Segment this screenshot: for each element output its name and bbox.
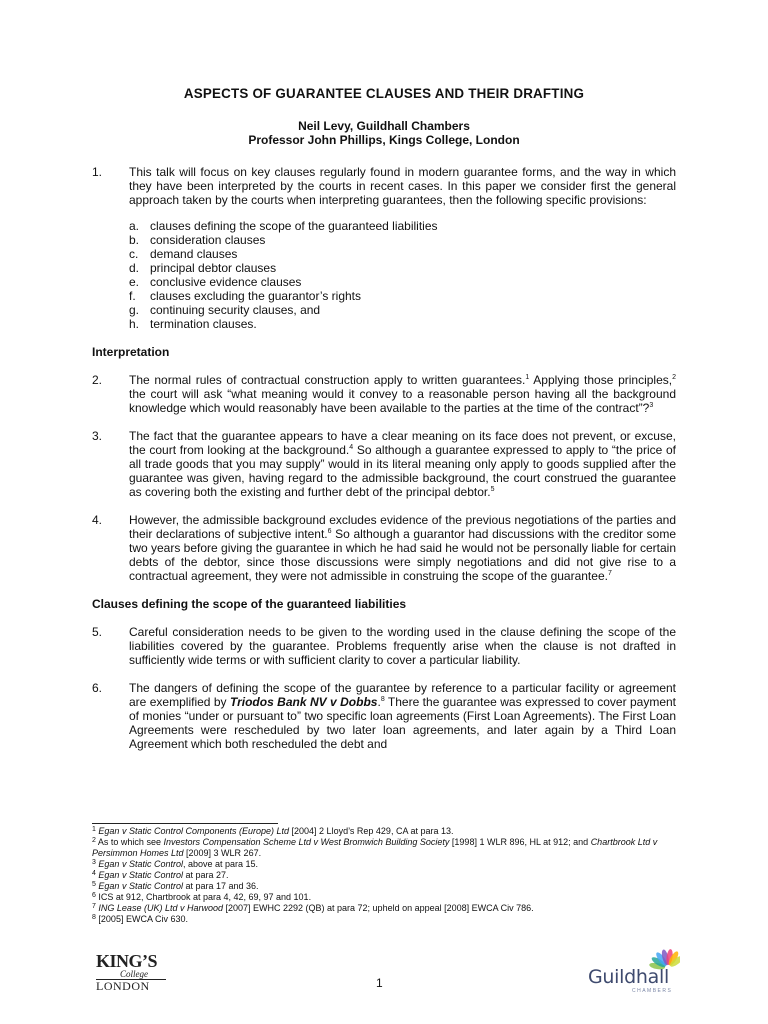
paragraph-number: 3.	[92, 429, 103, 443]
paragraph-text: The normal rules of contractual construction apply to written guarantees.$^1$ Applying those principles,$^2$ the court will ask “what meaning would it convey to a reasonable person having all the background knowledge which would reasonably have been available to the parties at the time of the contract”?$^3$	[129, 373, 676, 415]
footnote-8: $^8$ [2005] EWCA Civ 630.	[92, 914, 188, 924]
footnote-7: $^7$ ING Lease (UK) Ltd v Harwood [2007] EWHC 2292 (QB) at para 72; upheld on appeal [2008] EWCA Civ 786.	[92, 903, 534, 913]
paragraph-number: 2.	[92, 373, 103, 387]
list-item: c. demand clauses	[129, 247, 238, 261]
paragraph-6	[92, 681, 676, 751]
paragraph-number: 6.	[92, 681, 103, 695]
footnote-3: $^3$ Egan v Static Control, above at para 15.	[92, 859, 259, 869]
paragraph-text: The fact that the guarantee appears to have a clear meaning on its face does not prevent, or excuse, the court from looking at the background.$^4$ So although a guarantee expressed to apply to “the price of all trade goods that you may supply” would in its literal meaning only apply to goods supplied after the guarantee was given, having regard to the admissible background, the court construed the guarantee as covering both the existing and further debt of the principal debtor.$^5$	[129, 429, 676, 499]
list-item: b. consideration clauses	[129, 233, 266, 247]
paragraph-number: 5.	[92, 625, 103, 639]
paragraph-text: This talk will focus on key clauses regularly found in modern guarantee forms, and the way in which they have been interpreted by the courts in recent cases. In this paper we consider first the general approach taken by the courts when interpreting guarantees, then the following specific provisions:	[129, 165, 676, 207]
footnote-4: $^4$ Egan v Static Control at para 27.	[92, 870, 229, 880]
paragraph-text: The dangers of defining the scope of the guarantee by reference to a particular facility or agreement are exemplified by Triodos Bank NV v Dobbs.$^8$ There the guarantee was expressed to cover payment of monies “under or pursuant to” two specific loan agreements (First Loan Agreements). The First Loan Agreements were rescheduled by two later loan agreements, and later again by a Third Loan Agreement which both rescheduled the debt and	[129, 681, 677, 751]
author-1: Neil Levy, Guildhall Chambers	[298, 119, 470, 133]
paragraph-5	[92, 625, 676, 667]
footnote-1: $^1$ Egan v Static Control Components (Europe) Ltd [2004] 2 Lloyd’s Rep 429, CA at para 13.	[92, 826, 454, 836]
footnotes	[92, 826, 676, 925]
authors-block	[92, 119, 676, 147]
paragraph-4	[92, 513, 676, 583]
footnote-ref[interactable]: 3	[649, 402, 654, 409]
list-item: h. termination clauses.	[129, 317, 257, 331]
list-item: d. principal debtor clauses	[129, 261, 277, 275]
author-2: Professor John Phillips, Kings College, London	[248, 133, 520, 147]
case-name: Triodos Bank NV v Dobbs	[229, 695, 378, 709]
paragraph-number: 4.	[92, 513, 103, 527]
document-title: ASPECTS OF GUARANTEE CLAUSES AND THEIR DRAFTING	[183, 86, 585, 101]
footnote-ref[interactable]: 4	[349, 444, 354, 451]
section-heading-scope: Clauses defining the scope of the guaranteed liabilities	[92, 597, 407, 611]
footnote-ref[interactable]: 6	[327, 528, 332, 535]
paragraph-3	[92, 429, 676, 499]
footnote-2: $^2$ As to which see Investors Compensation Scheme Ltd v West Bromwich Building Society [1998] 1 WLR 896, HL at 912; and Chartbrook Ltd v Persimmon Homes Ltd [2009] 3 WLR 267.	[92, 837, 658, 858]
provisions-list	[129, 219, 676, 331]
paragraph-text: However, the admissible background excludes evidence of the previous negotiations of the parties and their declarations of subjective intent.$^6$ So although a guarantor had discussions with the creditor some two years before giving the guarantee in which he had said he would not be personally liable for certain debts of the debtor, since those discussions were simply negotiations and did not give rise to a contractual agreement, they were not admissible in construing the scope of the guarantee.$^7$	[129, 513, 677, 583]
footnote-ref[interactable]: 2	[672, 374, 676, 381]
footnote-ref[interactable]: 8	[380, 696, 385, 703]
section-heading-interpretation: Interpretation	[92, 345, 170, 359]
list-item: e. conclusive evidence clauses	[129, 275, 302, 289]
footnote-ref[interactable]: 7	[607, 570, 612, 577]
list-item: g. continuing security clauses, and	[129, 303, 321, 317]
paragraph-number: 1.	[92, 165, 103, 179]
paragraph-text: Careful consideration needs to be given to the wording used in the clause defining the scope of the liabilities covered by the guarantee. Problems frequently arise when the clause is not drafted in sufficiently wide terms or with sufficient clarity to cover a particular liability.	[129, 625, 676, 667]
footnote-5: $^5$ Egan v Static Control at para 17 and 36.	[92, 881, 259, 891]
list-item: a. clauses defining the scope of the guaranteed liabilities	[129, 219, 438, 233]
paragraph-1	[92, 165, 676, 331]
footnote-ref[interactable]: 1	[525, 374, 530, 381]
document-body	[92, 86, 676, 765]
page-number: 1	[376, 976, 383, 990]
footnote-divider	[92, 823, 278, 824]
kings-college-logo: KING’S College LONDON	[96, 952, 166, 988]
footnote-6: $^6$ ICS at 912, Chartbrook at para 4, 42, 69, 97 and 101.	[92, 892, 312, 902]
list-item: f. clauses excluding the guarantor’s rights	[129, 289, 362, 303]
paragraph-2	[92, 373, 676, 415]
guildhall-chambers-logo: Guildhall CHAMBERS	[588, 946, 684, 994]
footnote-ref[interactable]: 5	[490, 486, 495, 493]
